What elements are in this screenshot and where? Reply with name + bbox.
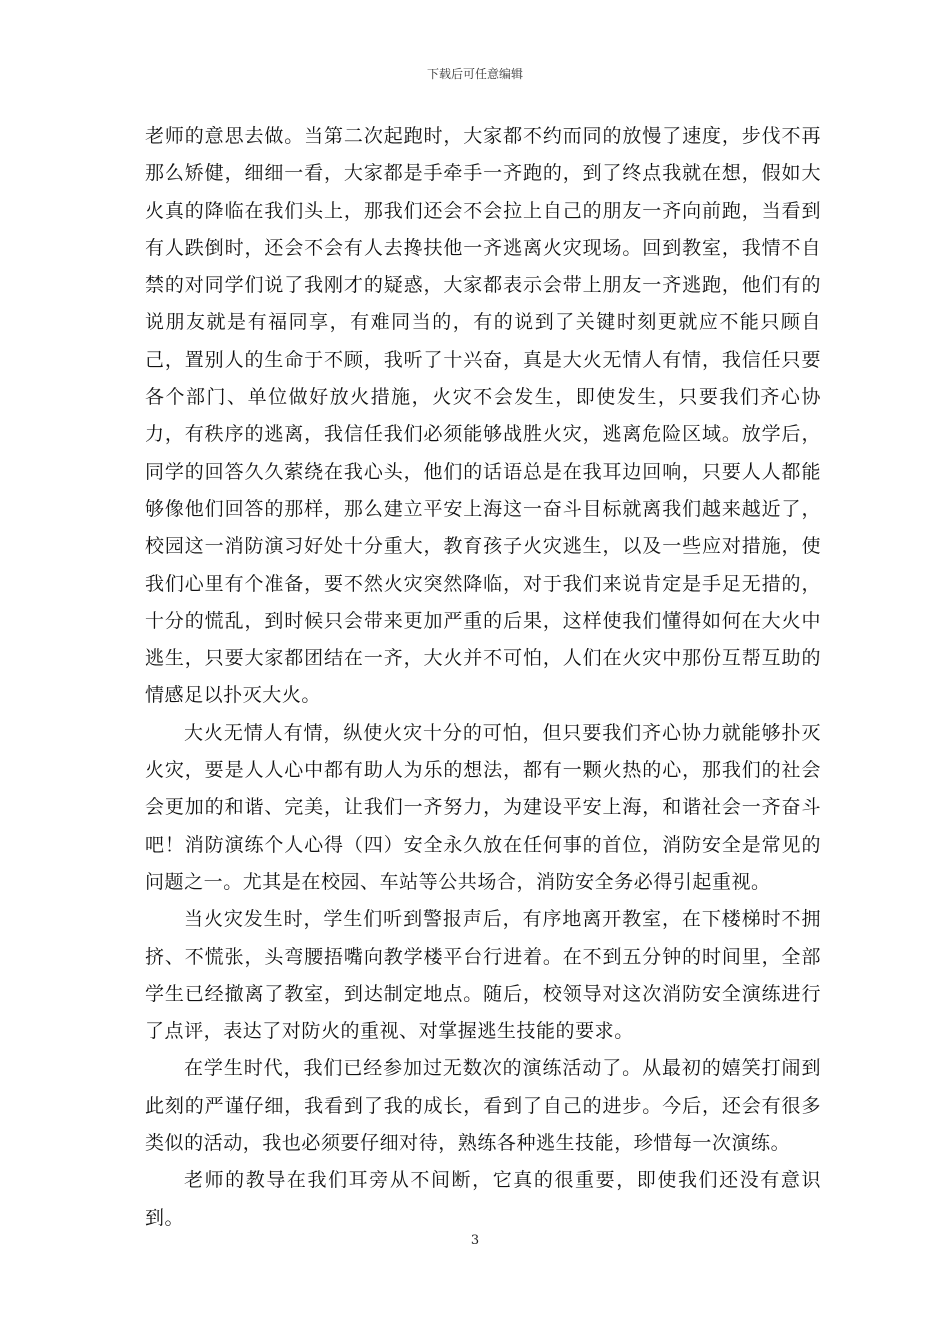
paragraph-4: 在学生时代，我们已经参加过无数次的演练活动了。从最初的嬉笑打闹到此刻的严谨仔细，我看到了我的成长，看到了自己的进步。今后，还会有很多类似的活动，我也必须要仔细对待，熟练各种逃生技能，珍惜每一次演练。 bbox=[145, 1057, 821, 1155]
page-header: 下载后可任意编辑 bbox=[426, 67, 523, 81]
document-body bbox=[145, 118, 821, 1237]
paragraph-5: 老师的教导在我们耳旁从不间断，它真的很重要，即使我们还没有意识到。 bbox=[145, 1169, 821, 1229]
paragraph-2: 大火无情人有情，纵使火灾十分的可怕，但只要我们齐心协力就能够扑灭火灾，要是人人心中都有助人为乐的想法，都有一颗火热的心，那我们的社会会更加的和谐、完美，让我们一齐努力，为建设平安上海，和谐社会一齐奋斗吧！消防演练个人心得（四）安全永久放在任何事的首位，消防安全是常见的问题之一。尤其是在校园、车站等公共场合，消防安全务必得引起重视。 bbox=[145, 721, 821, 893]
paragraph-1: 老师的意思去做。当第二次起跑时，大家都不约而同的放慢了速度，步伐不再那么矫健，细细一看，大家都是手牵手一齐跑的，到了终点我就在想，假如大火真的降临在我们头上，那我们还会不会拉上自己的朋友一齐向前跑，当看到有人跌倒时，还会不会有人去搀扶他一齐逃离火灾现场。回到教室，我情不自禁的对同学们说了我刚才的疑惑，大家都表示会带上朋友一齐逃跑，他们有的说朋友就是有福同享，有难同当的，有的说到了关键时刻更就应不能只顾自己，置别人的生命于不顾，我听了十兴奋，真是大火无情人有情，我信任只要各个部门、单位做好放火措施，火灾不会发生，即使发生，只要我们齐心协力，有秩序的逃离，我信任我们必须能够战胜火灾，逃离危险区域。放学后，同学的回答久久萦绕在我心头，他们的话语总是在我耳边回响，只要人人都能够像他们回答的那样，那么建立平安上海这一奋斗目标就离我们越来越近了，校园这一消防演习好处十分重大，教育孩子火灾逃生，以及一些应对措施，使我们心里有个准备，要不然火灾突然降临，对于我们来说肯定是手足无措的，十分的慌乱，到时候只会带来更加严重的后果，这样使我们懂得如何在大火中逃生，只要大家都团结在一齐，大火并不可怕，人们在火灾中那份互帮互助的情感足以扑灭大火。 bbox=[145, 125, 821, 707]
paragraph-3: 当火灾发生时，学生们听到警报声后，有序地离开教室，在下楼梯时不拥挤、不慌张，头弯腰捂嘴向教学楼平台行进着。在不到五分钟的时间里，全部学生已经撤离了教室，到达制定地点。随后，校领导对这次消防安全演练进行了点评，表达了对防火的重视、对掌握逃生技能的要求。 bbox=[145, 908, 821, 1043]
page-number: 3 bbox=[470, 1233, 480, 1248]
